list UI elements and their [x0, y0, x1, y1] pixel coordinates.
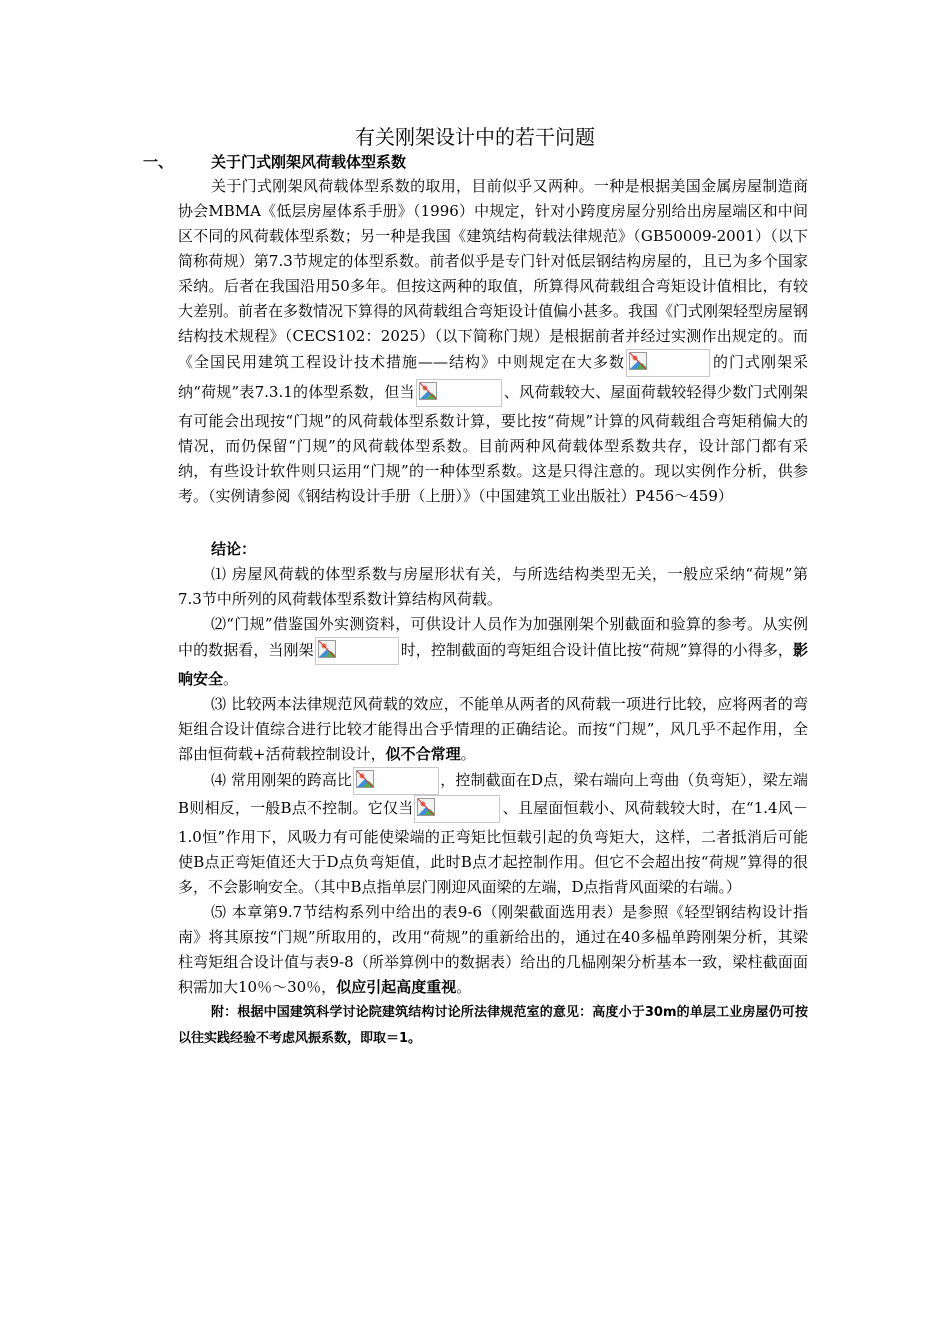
emphasis: 似不合常理 — [385, 745, 461, 763]
conclusion-item-5 — [178, 900, 808, 1000]
emphasis: 影响安全 — [178, 641, 808, 688]
text-run: 关于门式刚架风荷载体型系数的取用，目前似乎又两种。一种是根据美国金属房屋制造商协会MBMA《低层房屋体系手册》（1996）中规定，针对小跨度房屋分别给出房屋端区和中间区不同的风荷载体型系数；另一种是我国《建筑结构荷载法律规范》（GB50009-2001）（以下简称荷规）第7.3节规定的体型系数。前者似乎是专门针对低层钢结构房屋的，且已为多个国家采纳。后者在我国沿用50多年。但按这两种的取值，所算得风荷载组合弯矩设计值相比，有较大差别。前者在多数情况下算得的风荷载组合弯矩设计值偏小甚多。我国《门式刚架轻型房屋钢结构技术规程》（CECS102：2025）（以下简称门规）是根据前者并经过实测作出规定的。而《全国民用建筑工程设计技术措施——结构》中则规定在大多数 — [178, 177, 809, 371]
text-run: 、且屋面恒载小、风荷载较大时，在“1.4风－1.0恒”作用下，风吸力有可能使梁端的正弯矩比恒载引起的负弯矩大，这样，二者抵消后可能使B点正弯矩值还大于D点负弯矩值，此时B点才起控制作用。但它不会超出按“荷规”算得的很多，不会影响安全。（其中B点指单层门刚迎风面梁的左端，D点指背风面梁的右端。） — [178, 799, 808, 896]
text-run: ，控制截面在D点，梁右端向上弯曲（负弯矩），梁左端B则相反，一般B点不控制。它仅当 — [178, 771, 808, 817]
paragraph-intro — [178, 174, 808, 509]
text-run: 。 — [460, 745, 476, 763]
conclusion-item-4 — [178, 767, 808, 900]
blank-line — [178, 509, 808, 537]
text-run: ⑷ 常用刚架的跨高比 — [211, 771, 353, 789]
emphasis: 似应引起高度重视 — [336, 978, 457, 996]
text-run: 时，控制截面的弯矩组合设计值比按“荷规”算得的小得多， — [400, 641, 793, 659]
page-title: 有关刚架设计中的若干问题 — [355, 125, 595, 149]
text-run: 。 — [223, 670, 239, 688]
formula-image — [353, 767, 439, 795]
text-run: ⑸ 本章第9.7节结构系列中给出的表9-6（刚架截面选用表）是参照《轻型钢结构设计指南》将其原按“门规”所取用的，改用“荷规”的重新给出的，通过在40多榀单跨刚架分析，其梁柱弯矩组合设计值与表9-8（所举算例中的数据表）给出的几榀刚架分析基本一致，梁柱截面面积需加大10％～30％， — [178, 903, 808, 996]
text-run: ⑶ 比较两本法律规范风荷载的效应，不能单从两者的风荷载一项进行比较，应将两者的弯矩组合设计值综合进行比较才能得出合乎情理的正确结论。而按“门规”，风几乎不起作用，全部由恒荷载+活荷载控制设计， — [178, 695, 808, 763]
broken-image-icon — [356, 770, 374, 788]
conclusion-item-3 — [178, 692, 808, 767]
text-run: 的门式刚架采纳“荷规”表7.3.1的体型系数，但当 — [178, 353, 808, 401]
text-run: 、风荷载较大、屋面荷载较轻得少数门式刚架有可能会出现按“门规”的风荷载体型系数计算，要比按“荷规”计算的风荷载组合弯矩稍偏大的情况，而仍保留“门规”的风荷载体型系数。目前两种风荷载体型系数共存，设计部门都有采纳，有些设计软件则只运用“门规”的一种体型系数。这是只得注意的。现以实例作分析，供参考。（实例请参阅《钢结构设计手册（上册）》（中国建筑工业出版社）P456～459） — [178, 383, 808, 505]
formula-image — [416, 379, 502, 407]
section-heading — [143, 150, 406, 174]
conclusion-item-2 — [178, 612, 808, 692]
formula-image — [626, 349, 710, 377]
appendix-note: 附：根据中国建筑科学讨论院建筑结构讨论所法律规范室的意见：高度小于30m的单层工业房屋仍可按以往实践经验不考虑风振系数，即取＝1。 — [178, 1005, 808, 1046]
broken-image-icon — [629, 352, 647, 370]
broken-image-icon — [318, 640, 336, 658]
text-run: ⑵“门规”借鉴国外实测资料，可供设计人员作为加强刚架个别截面和验算的参考。从实例中的数据看，当刚架 — [178, 615, 808, 659]
broken-image-icon — [417, 798, 435, 816]
document-body — [178, 174, 808, 1052]
formula-image — [414, 795, 500, 823]
formula-image — [315, 637, 399, 665]
section-number: 一、 — [143, 153, 174, 171]
conclusion-item-1: ⑴ 房屋风荷载的体型系数与房屋形状有关，与所选结构类型无关，一般应采纳“荷规”第7.3节中所列的风荷载体型系数计算结构风荷载。 — [178, 565, 808, 608]
broken-image-icon — [419, 382, 437, 400]
conclusion-label: 结论： — [211, 540, 257, 558]
section-title: 关于门式刚架风荷载体型系数 — [211, 153, 407, 171]
text-run: 。 — [456, 978, 472, 996]
